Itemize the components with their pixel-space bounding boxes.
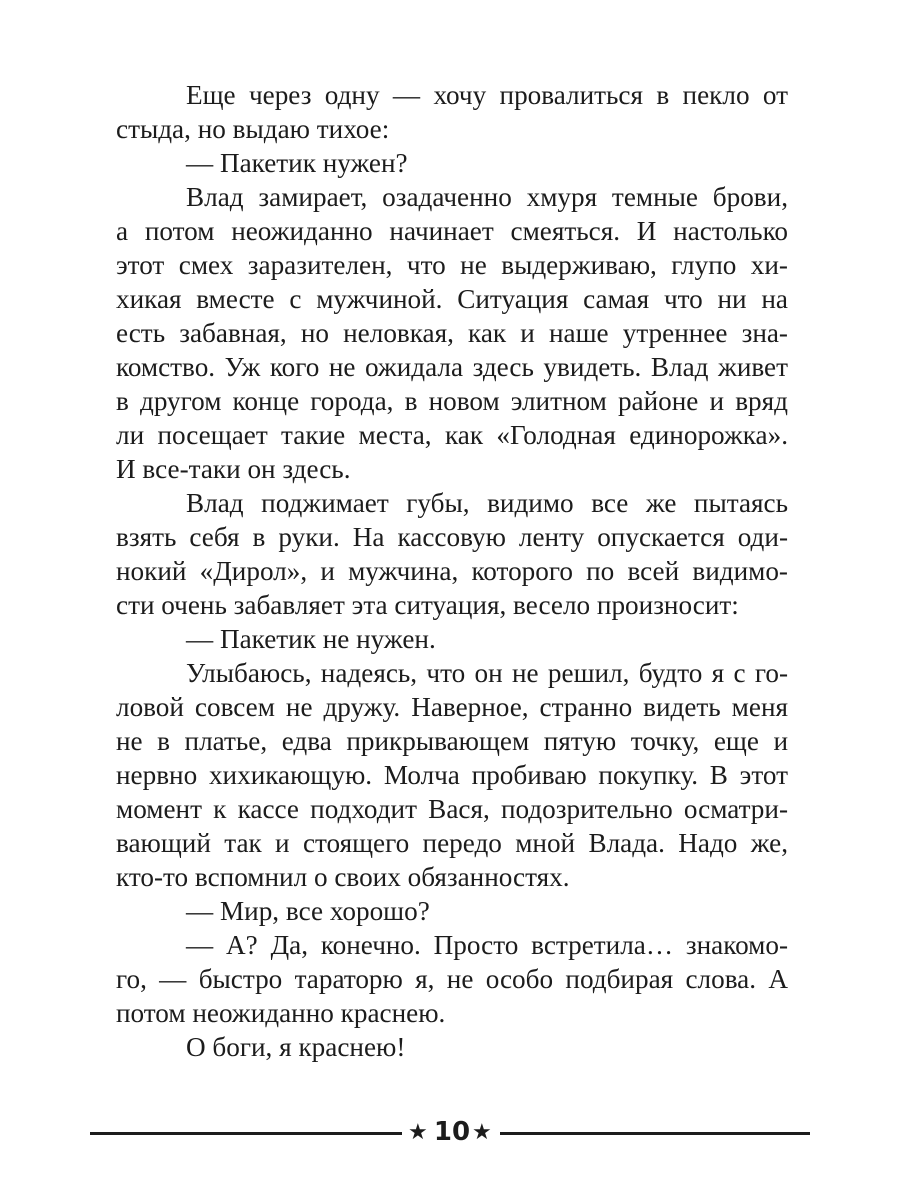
text-line: Еще через одну — хочу провалиться в пекло от — [186, 80, 788, 110]
footer-rule-left — [90, 1132, 402, 1135]
text-line: взять себя в руки. На кассовую ленту опускается оди- — [116, 522, 788, 552]
text-line: ловой совсем не дружу. Наверное, странно видеть меня — [116, 692, 788, 722]
page-footer — [90, 1118, 810, 1148]
text-line: О боги, я краснею! — [186, 1032, 406, 1062]
text-line: ли посещает такие места, как «Голодная единорожка». — [116, 420, 788, 450]
text-line: потом неожиданно краснею. — [116, 998, 446, 1028]
text-line: Улыбаюсь, надеясь, что он не решил, будто я с го- — [186, 658, 788, 688]
text-line: момент к кассе подходит Вася, подозрительно осматри- — [116, 794, 788, 824]
text-line: сти очень забавляет эта ситуация, весело произносит: — [116, 590, 739, 620]
body-text — [116, 78, 788, 1064]
footer-rule-right — [500, 1132, 810, 1135]
text-line: есть забавная, но неловкая, как и наше утреннее зна- — [116, 318, 788, 348]
text-line: а потом неожиданно начинает смеяться. И настолько — [116, 216, 788, 246]
text-line: нокий «Дирол», и мужчина, которого по всей видимо- — [116, 556, 788, 586]
star-icon: ★ — [472, 1120, 492, 1145]
text-line: этот смех заразителен, что не выдерживаю, глупо хи- — [116, 250, 788, 280]
text-line: вающий так и стоящего передо мной Влада. Надо же, — [116, 828, 788, 858]
text-line: нервно хихикающую. Молча пробиваю покупку. В этот — [116, 760, 788, 790]
text-line: кто-то вспомнил о своих обязанностях. — [116, 862, 570, 892]
text-line: — Пакетик не нужен. — [186, 624, 436, 654]
text-line: стыда, но выдаю тихое: — [116, 114, 390, 144]
text-line: комство. Уж кого не ожидала здесь увидеть. Влад живет — [116, 352, 788, 382]
star-icon: ★ — [408, 1120, 428, 1145]
text-line: го, — быстро тараторю я, не особо подбирая слова. А — [116, 964, 788, 994]
text-line: Влад поджимает губы, видимо все же пытаясь — [186, 488, 788, 518]
page-number: 10 — [433, 1117, 471, 1147]
text-line: — А? Да, конечно. Просто встретила… знакомо- — [186, 930, 788, 960]
text-line: в другом конце города, в новом элитном районе и вряд — [116, 386, 788, 416]
text-line: Влад замирает, озадаченно хмуря темные брови, — [186, 182, 788, 212]
text-line: — Мир, все хорошо? — [186, 896, 430, 926]
text-line: — Пакетик нужен? — [186, 148, 408, 178]
text-line: хикая вместе с мужчиной. Ситуация самая что ни на — [116, 284, 788, 314]
text-line: И все-таки он здесь. — [116, 454, 351, 484]
text-line: не в платье, едва прикрывающем пятую точку, еще и — [116, 726, 788, 756]
